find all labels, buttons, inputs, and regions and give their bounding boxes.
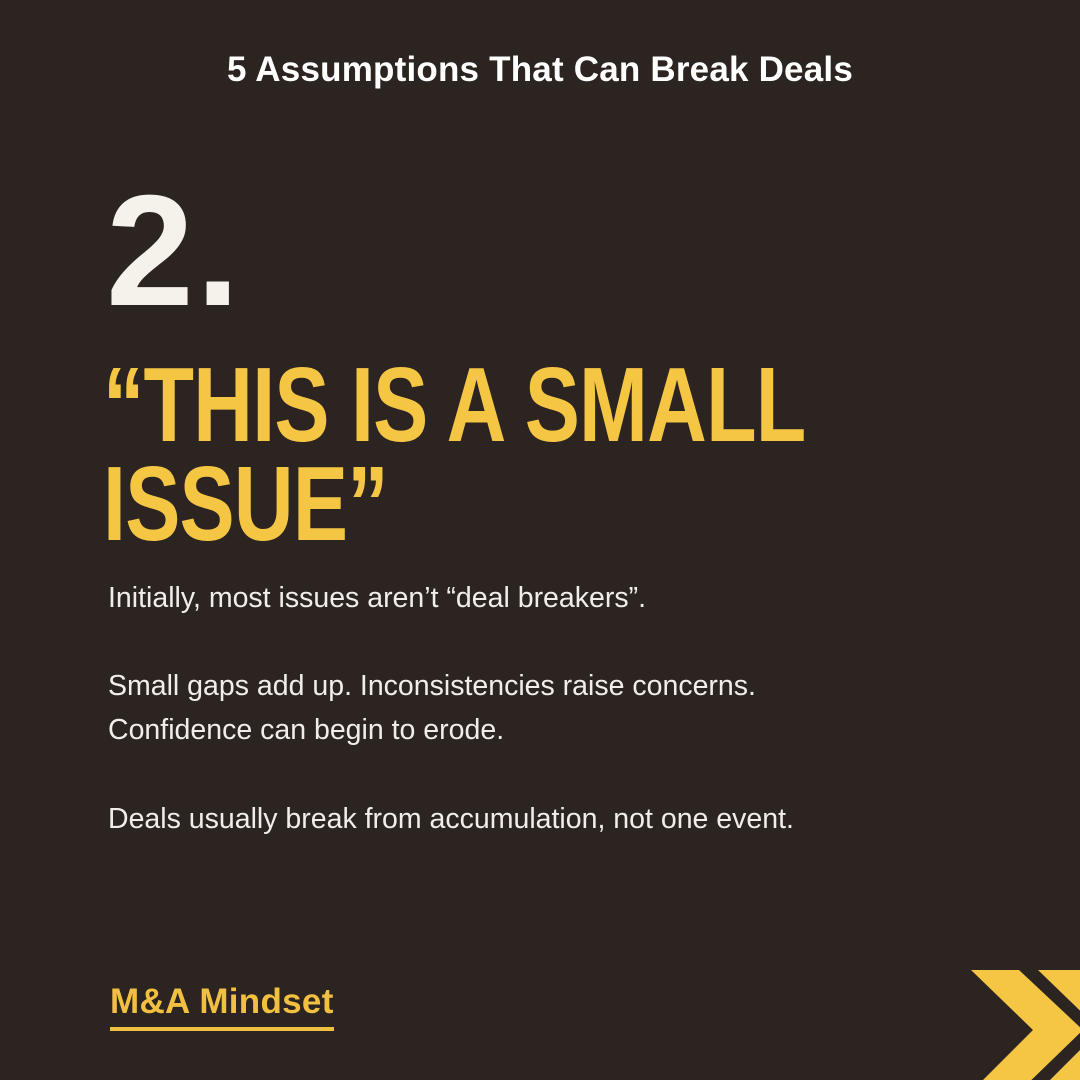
slide-heading-line-1: “THIS IS A SMALL (103, 346, 806, 464)
slide-heading-line-2: ISSUE” (103, 444, 388, 563)
slide-heading (103, 346, 806, 563)
body-paragraph: Small gaps add up. Inconsistencies raise concerns. Confidence can begin to erode. (108, 670, 756, 747)
slide-body (108, 576, 898, 885)
body-paragraph: Deals usually break from accumulation, not one event. (108, 802, 794, 835)
body-paragraph: Initially, most issues aren’t “deal breakers”. (108, 582, 647, 614)
double-chevron-right-icon (965, 968, 1080, 1080)
slide-title: 5 Assumptions That Can Break Deals (227, 50, 853, 89)
slide-number: 2. (106, 163, 242, 339)
brand-link[interactable]: M&A Mindset (110, 982, 334, 1031)
